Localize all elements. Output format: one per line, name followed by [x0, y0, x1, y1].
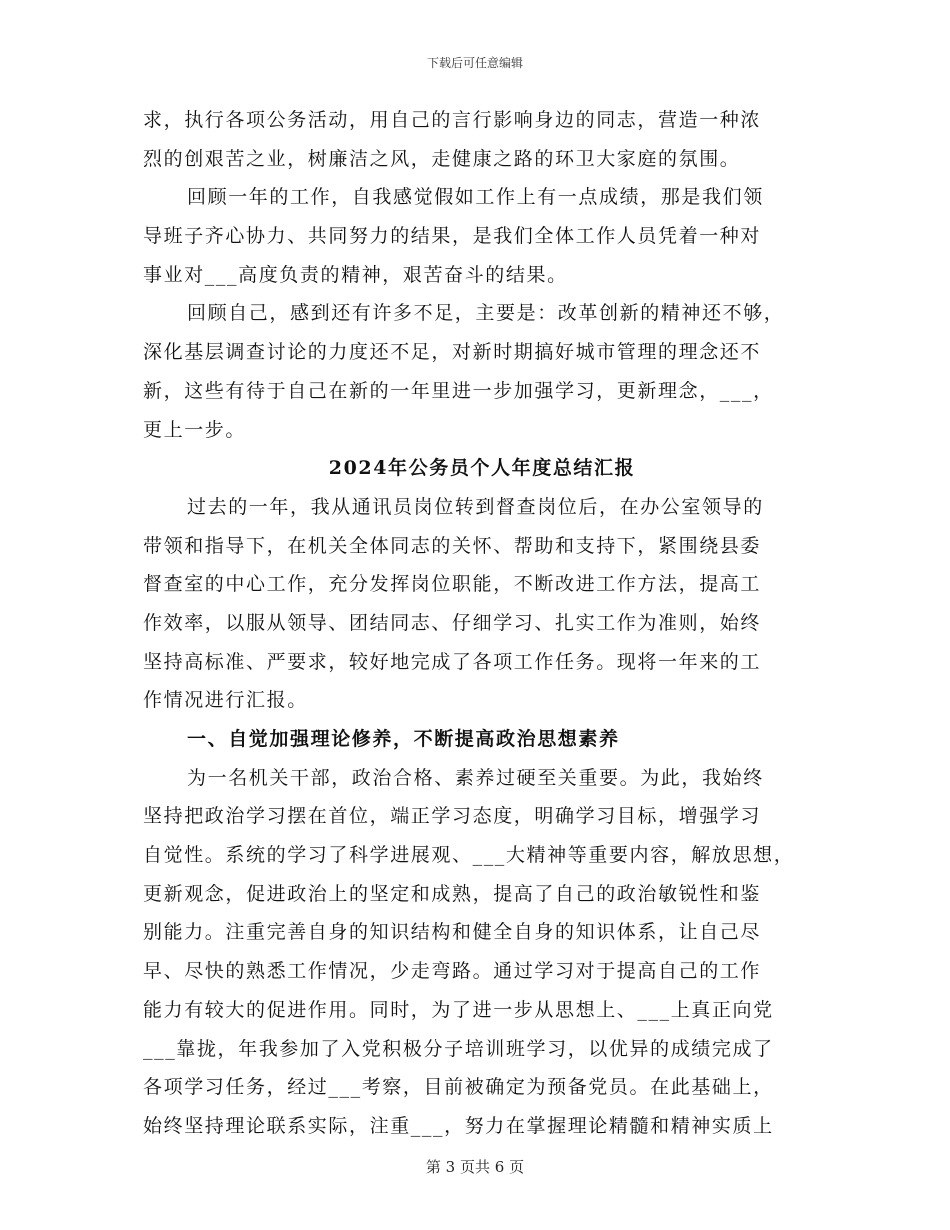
- document-body: [143, 101, 807, 1146]
- paragraph-line: 始终坚持理论联系实际，注重___，努力在掌握理论精髓和精神实质上: [143, 1114, 774, 1137]
- paragraph-line: 导班子齐心协力、共同努力的结果，是我们全体工作人员凭着一种对: [143, 225, 762, 248]
- paragraph-line: 早、尽快的熟悉工作情况，少走弯路。通过学习对于提高自己的工作: [143, 960, 762, 983]
- paragraph-line: 坚持高标准、严要求，较好地完成了各项工作任务。现将一年来的工: [143, 650, 762, 673]
- paragraph-line: 求，执行各项公务活动，用自己的言行影响身边的同志，营造一种浓: [143, 109, 762, 131]
- paragraph-line: 督查室的中心工作，充分发挥岗位职能，不断改进工作方法，提高工: [143, 573, 762, 596]
- paragraph-line: 各项学习任务，经过___考察，目前被确定为预备党员。在此基础上，: [143, 1076, 774, 1099]
- page-header: 下载后可任意编辑: [426, 56, 523, 70]
- document-title: 2024年公务员个人年度总结汇报: [328, 457, 636, 480]
- paragraph-line: ___靠拢，年我参加了入党积极分子培训班学习，以优异的成绩完成了: [143, 1037, 774, 1060]
- paragraph-line: 更新观念，促进政治上的坚定和成熟，提高了自己的政治敏锐性和鉴: [143, 882, 762, 905]
- page-footer: 第 3 页共 6 页: [425, 1158, 525, 1176]
- paragraph-line: 能力有较大的促进作用。同时，为了进一步从思想上、___上真正向党: [143, 998, 774, 1021]
- paragraph-line: 别能力。注重完善自身的知识结构和健全自身的知识体系，让自己尽: [143, 921, 762, 944]
- paragraph-first-line: 回顾自己，感到还有许多不足，主要是：改革创新的精神还不够，: [187, 302, 785, 325]
- paragraph-line: 事业对___高度负责的精神，艰苦奋斗的结果。: [143, 263, 568, 286]
- paragraph-first-line: 过去的一年，我从通讯员岗位转到督查岗位后，在办公室领导的: [187, 495, 764, 518]
- paragraph-line: 深化基层调查讨论的力度还不足，对新时期搞好城市管理的理念还不: [143, 341, 762, 364]
- paragraph-line: 烈的创艰苦之业，树廉洁之风，走健康之路的环卫大家庭的氛围。: [143, 147, 741, 170]
- paragraph-line: 作情况进行汇报。: [143, 689, 308, 712]
- paragraph-line: 自觉性。系统的学习了科学进展观、___大精神等重要内容，解放思想，: [143, 844, 795, 867]
- paragraph-line: 新，这些有待于自己在新的一年里进一步加强学习，更新理念，___，: [143, 379, 774, 402]
- paragraph-line: 带领和指导下，在机关全体同志的关怀、帮助和支持下，紧围绕县委: [143, 534, 762, 557]
- paragraph-first-line: 为一名机关干部，政治合格、素养过硬至关重要。为此，我始终: [187, 766, 764, 789]
- paragraph-line: 作效率，以服从领导、团结同志、仔细学习、扎实工作为准则，始终: [143, 611, 762, 634]
- paragraph-first-line: 回顾一年的工作，自我感觉假如工作上有一点成绩，那是我们领: [187, 186, 764, 209]
- paragraph-line: 坚持把政治学习摆在首位，端正学习态度，明确学习目标，增强学习: [143, 805, 762, 828]
- paragraph-line: 更上一步。: [143, 418, 247, 441]
- section-heading: 一、自觉加强理论修养，不断提高政治思想素养: [187, 728, 620, 750]
